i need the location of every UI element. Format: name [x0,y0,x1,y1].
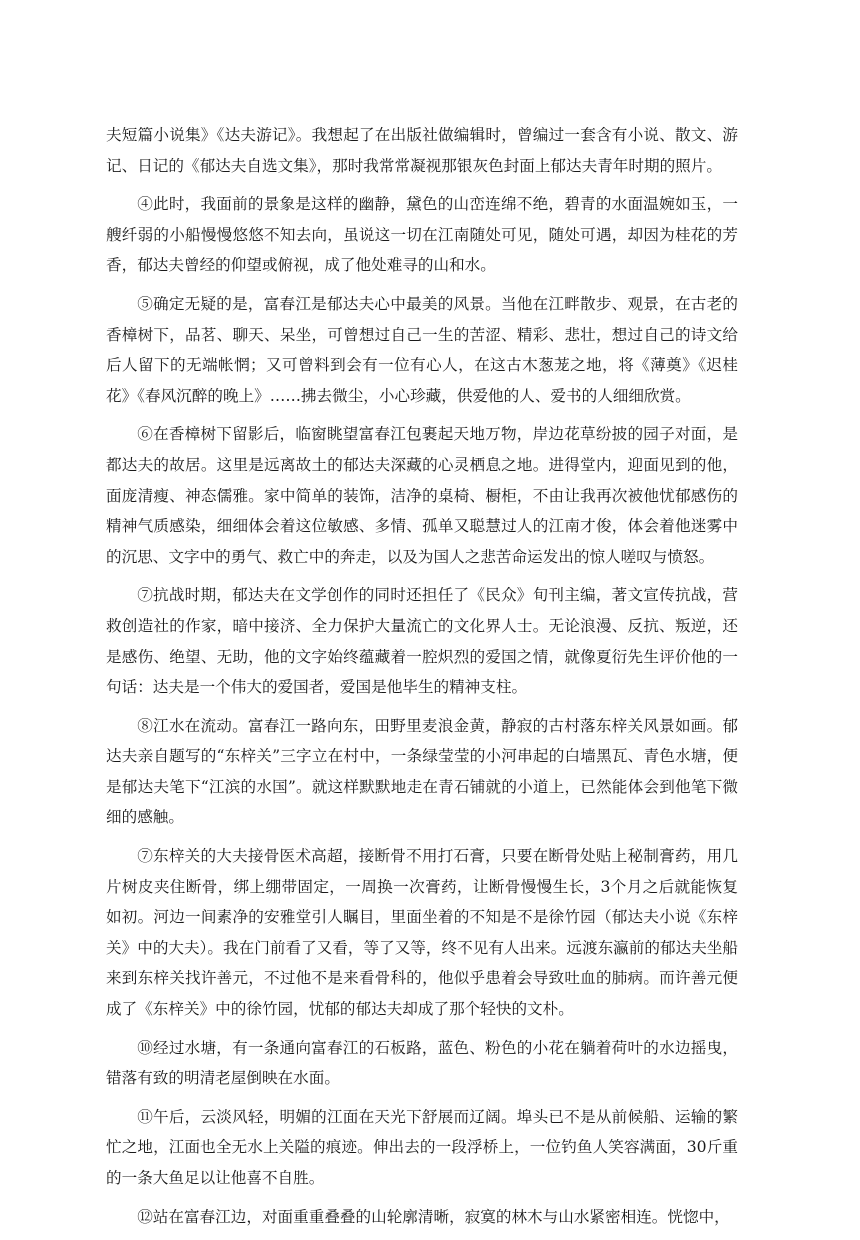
paragraph-6: ⑥在香樟树下留影后，临窗眺望富春江包裹起天地万物，岸边花草纷披的园子对面，是都达夫的故居。这里是远离故土的郁达夫深藏的心灵栖息之地。进得堂内，迎面见到的他，面庞清瘦、神态儒雅。家中简单的装饰，洁净的桌椅、橱柜，不由让我再次被他忧郁感伤的精神气质感染，细细体会着这位敏感、多情、孤单又聪慧过人的江南才俊，体会着他迷雾中的沉思、文字中的勇气、救亡中的奔走，以及为国人之悲苦命运发出的惊人嗟叹与愤怒。 [106,425,738,566]
paragraph-8: ⑧江水在流动。富春江一路向东，田野里麦浪金黄，静寂的古村落东梓关风景如画。郁达夫亲自题写的“东梓关”三字立在村中，一条绿莹莹的小河串起的白墙黑瓦、青色水塘，便是郁达夫笔下“江滨的水国”。就这样默默地走在青石铺就的小道上，已然能体会到他笔下微细的感触。 [106,716,738,827]
paragraph-9: ⑦东梓关的大夫接骨医术高超，接断骨不用打石膏，只要在断骨处贴上秘制膏药，用几片树皮夹住断骨，绑上绷带固定，一周换一次膏药，让断骨慢慢生长，3个月之后就能恢复如初。河边一间素净的安雅堂引人瞩目，里面坐着的不知是不是徐竹园（郁达夫小说《东梓关》中的大夫）。我在门前看了又看，等了又等，终不见有人出来。远渡东瀛前的郁达夫坐船来到东梓关找许善元，不过他不是来看骨科的，他似乎患着会导致吐血的肺病。而许善元便成了《东梓关》中的徐竹园，忧郁的郁达夫却成了那个轻快的文朴。 [106,847,738,1019]
paragraph-5: ⑤确定无疑的是，富春江是郁达夫心中最美的风景。当他在江畔散步、观景，在古老的香樟树下，品茗、聊天、呆坐，可曾想过自己一生的苦涩、精彩、悲壮，想过自己的诗文给后人留下的无端帐惘；又可曾料到会有一位有心人，在这古木葱茏之地，将《薄奠》《迟桂花》《春风沉醉的晚上》……拂去微尘，小心珍藏，供爱他的人、爱书的人细细欣赏。 [106,294,738,405]
paragraph-12: ⑫站在富春江边，对面重重叠叠的山轮廓清晰，寂寞的林木与山水紧密相连。恍惚中， [137,1207,730,1226]
paragraph-10: ⑩经过水塘，有一条通向富春江的石板路，蓝色、粉色的小花在躺着荷叶的水边摇曳，错落有致的明清老屋倒映在水面。 [106,1038,738,1088]
document-page [106,120,738,1240]
paragraph-4: ④此时，我面前的景象是这样的幽静，黛色的山峦连绵不绝，碧青的水面温婉如玉，一艘纤弱的小船慢慢悠悠不知去向，虽说这一切在江南随处可见，随处可遇，却因为桂花的芳香，郁达夫曾经的仰望或俯视，成了他处难寻的山和水。 [106,195,738,275]
paragraph-11: ⑪午后，云淡风轻，明媚的江面在天光下舒展而辽阔。埠头已不是从前候船、运输的繁忙之地，江面也全无水上关隘的痕迹。伸出去的一段浮桥上，一位钓鱼人笑容满面，30斤重的一条大鱼足以让他喜不自胜。 [106,1107,738,1187]
paragraph-continued: 夫短篇小说集》《达夫游记》。我想起了在出版社做编辑时，曾编过一套含有小说、散文、游记、日记的《郁达夫自选文集》，那时我常常凝视那银灰色封面上郁达夫青年时期的照片。 [106,126,738,175]
paragraph-7: ⑦抗战时期，郁达夫在文学创作的同时还担任了《民众》旬刊主编，著文宣传抗战，营救创造社的作家，暗中接济、全力保护大量流亡的文化界人士。无论浪漫、反抗、叛逆，还是感伤、绝望、无助，他的文字始终蕴藏着一腔炽烈的爱国之情，就像夏衍先生评价他的一句话：达夫是一个伟大的爱国者，爱国是他毕生的精神支柱。 [106,586,738,697]
